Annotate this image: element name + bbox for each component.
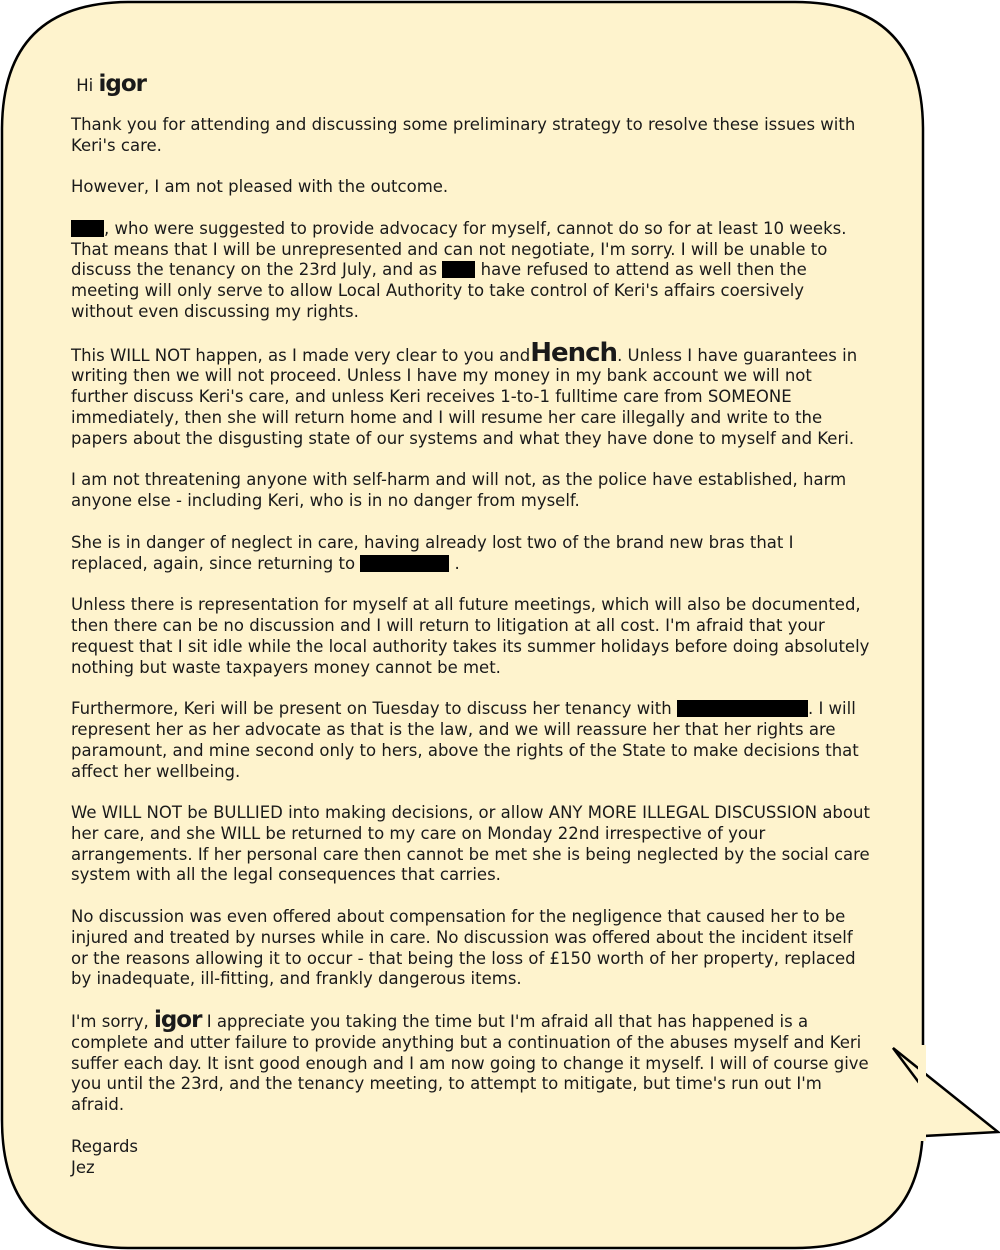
paragraph-advocacy bbox=[71, 219, 871, 323]
tail-seam-cover bbox=[918, 1045, 926, 1141]
paragraph-neglect bbox=[71, 533, 871, 575]
regards-text: Regards bbox=[71, 1136, 139, 1156]
paragraph-text: . bbox=[454, 553, 460, 573]
letter-body bbox=[71, 71, 871, 1178]
paragraph-text: , who were suggested to provide advocacy for myself, cannot do so for at least 10 weeks. That means that I will be unrepresented and can not negotiate, I'm sorry. I will be unable to discuss the tenancy on the 23rd July, and as bbox=[71, 218, 847, 280]
redaction-block bbox=[442, 261, 475, 278]
paragraph-compensation: No discussion was even offered about compensation for the negligence that caused her to be injured and treated by nurses while in care. No discussion was offered about the incident itself or the reasons allowing it to occur - that being the loss of £150 worth of her property, replaced by inadequate, ill-fitting, and frankly dangerous items. bbox=[71, 907, 856, 989]
paragraph-not-bullied: We WILL NOT be BULLIED into making decisions, or allow ANY MORE ILLEGAL DISCUSSION about her care, and she WILL be returned to my care on Monday 22nd irrespective of your arrangements. If her personal care then cannot be met she is being neglected by the social care system with all the legal consequences that carries. bbox=[71, 803, 870, 885]
greeting-hi: Hi bbox=[76, 76, 94, 95]
paragraph-text: . Unless I have guarantees in writing then we will not proceed. Unless I have my money in my bank account we will not further discuss Keri's care, and unless Keri receives 1-to-1 fulltime care from SOMEONE immediately, then she will return home and I will resume her care illegally and write to the papers about the disgusting state of our systems and what they have done to myself and Keri. bbox=[71, 345, 858, 448]
paragraph-will-not-happen bbox=[71, 337, 871, 450]
sign-off bbox=[71, 1137, 871, 1179]
paragraph-not-threatening: I am not threatening anyone with self-harm and will not, as the police have established, harm anyone else - including Keri, who is in no danger from myself. bbox=[71, 470, 847, 511]
paragraph-representation: Unless there is representation for myself at all future meetings, which will also be documented, then there can be no discussion and I will return to litigation at all cost. I'm afraid that your request that I sit idle while the local authority takes its summer holidays before doing absolutely nothing but waste taxpayers money cannot be met. bbox=[71, 595, 870, 677]
redaction-block bbox=[360, 555, 449, 572]
handwritten-name-igor: igor bbox=[153, 1007, 202, 1034]
paragraph-text: Furthermore, Keri will be present on Tuesday to discuss her tenancy with bbox=[71, 699, 672, 719]
greeting bbox=[71, 71, 871, 97]
paragraph-outcome: However, I am not pleased with the outcome. bbox=[71, 177, 449, 197]
paragraph-thanks: Thank you for attending and discussing some preliminary strategy to resolve these issues with Keri's care. bbox=[71, 114, 856, 155]
paragraph-text: I'm sorry, bbox=[71, 1012, 149, 1032]
paragraph-text: This WILL NOT happen, as I made very clear to you and bbox=[71, 345, 531, 365]
paragraph-tenancy bbox=[71, 699, 871, 782]
handwritten-name-hench: Hench bbox=[530, 337, 618, 368]
paragraph-text: I appreciate you taking the time but I'm afraid all that has happened is a complete and utter failure to provide anything but a continuation of the abuses myself and Keri suffer each day. It isnt good enough and I am now going to change it myself. I will of course give you until the 23rd, and the tenancy meeting, to attempt to mitigate, but time's run out I'm afraid. bbox=[71, 1012, 869, 1115]
paragraph-text: . I will represent her as her advocate as that is the law, and we will reassure her that her rights are paramount, and mine second only to hers, above the rights of the State to make decisions that affect her wellbeing. bbox=[71, 699, 859, 781]
paragraph-apology bbox=[71, 1007, 871, 1116]
redaction-block bbox=[71, 220, 104, 237]
paragraph-text: She is in danger of neglect in care, having already lost two of the brand new bras that I replaced, again, since returning to bbox=[71, 532, 794, 573]
handwritten-name-igor: igor bbox=[98, 71, 146, 97]
paragraph-text: have refused to attend as well then the meeting will only serve to allow Local Authority to take control of Keri's affairs coersively without even discussing my rights. bbox=[71, 260, 807, 321]
signature-name: Jez bbox=[71, 1157, 95, 1177]
redaction-block bbox=[677, 700, 808, 717]
